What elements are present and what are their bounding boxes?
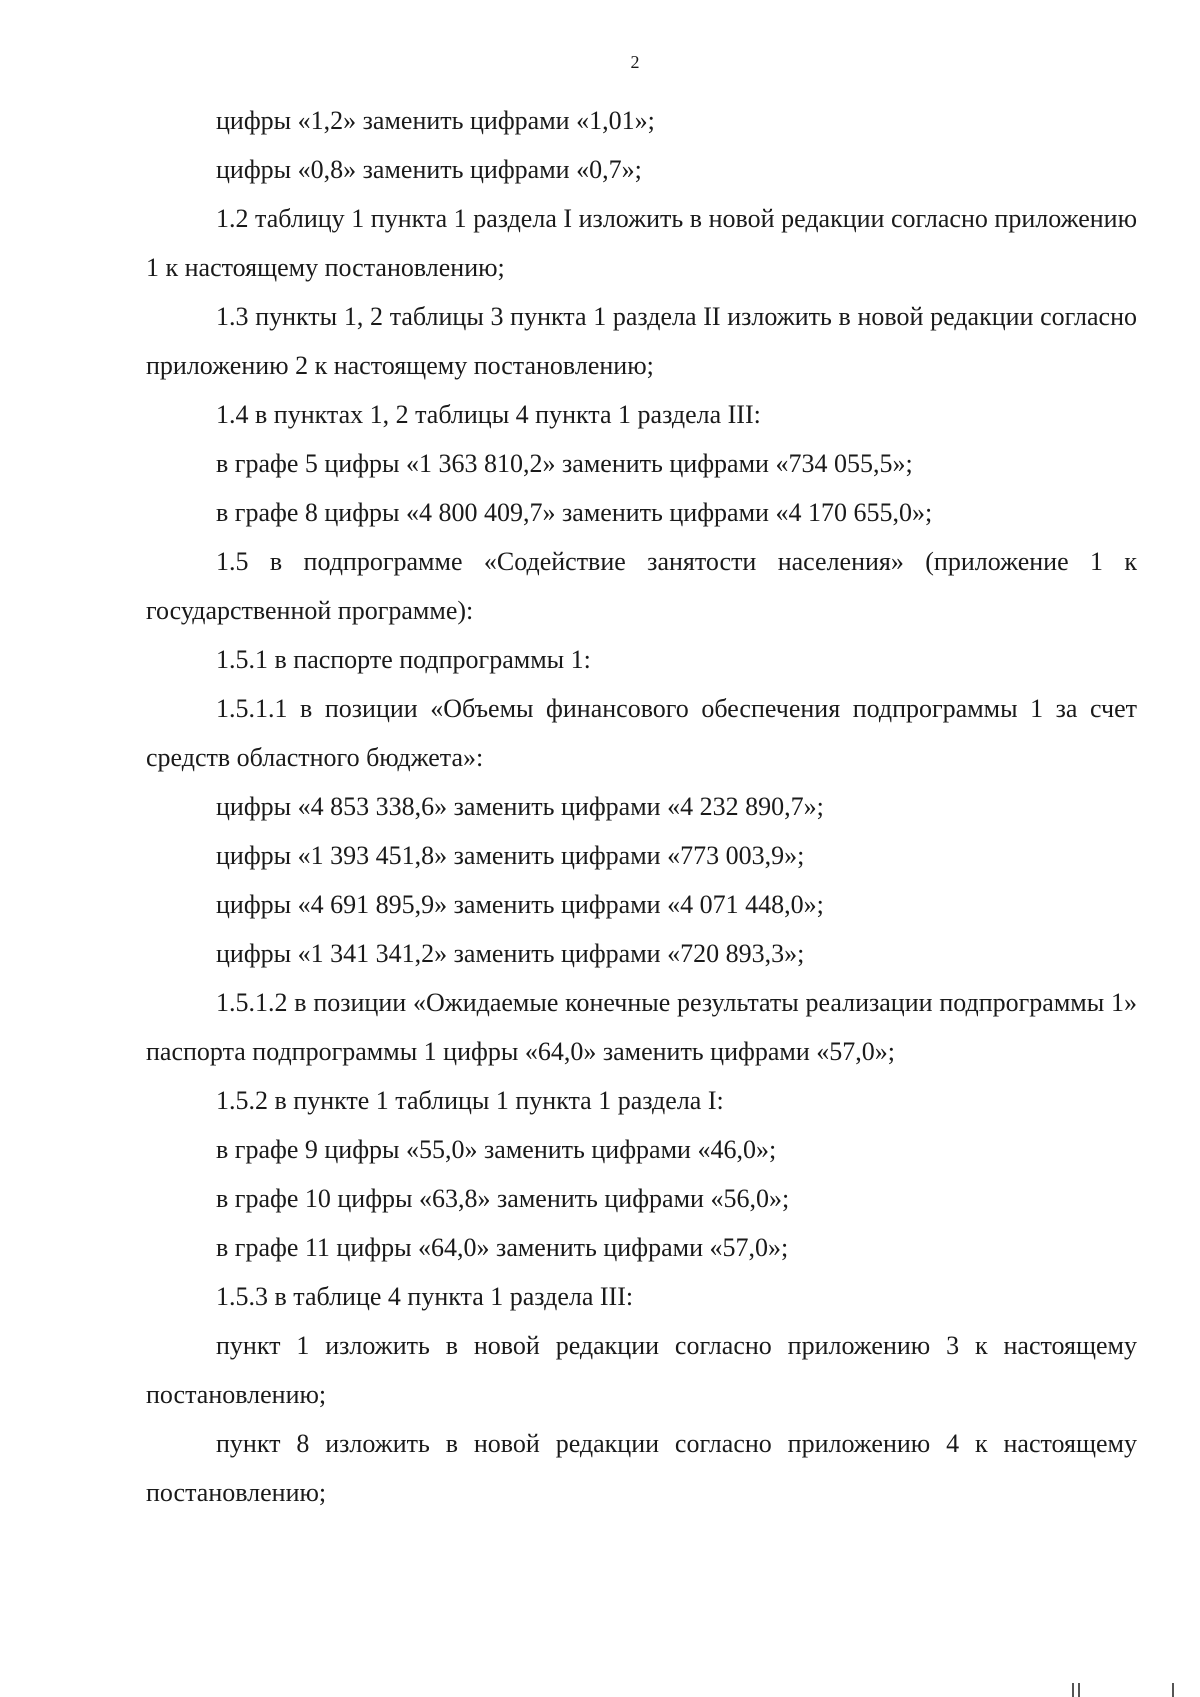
paragraph: цифры «0,8» заменить цифрами «0,7»;: [216, 155, 642, 184]
paragraph: цифры «4 853 338,6» заменить цифрами «4 232 890,7»;: [216, 792, 824, 821]
paragraph: в графе 8 цифры «4 800 409,7» заменить цифрами «4 170 655,0»;: [216, 498, 933, 527]
page-number: 2: [630, 52, 640, 72]
paragraph: цифры «4 691 895,9» заменить цифрами «4 071 448,0»;: [216, 890, 824, 919]
document-body: [146, 96, 1137, 1517]
paragraph: 1.5 в подпрограмме «Содействие занятости населения» (приложение 1 к государственной программе):: [146, 547, 1137, 625]
paragraph: цифры «1,2» заменить цифрами «1,01»;: [216, 106, 655, 135]
paragraph: в графе 10 цифры «63,8» заменить цифрами «56,0»;: [216, 1184, 790, 1213]
paragraph: 1.2 таблицу 1 пункта 1 раздела I изложить в новой редакции согласно приложению 1 к настоящему постановлению;: [146, 204, 1137, 282]
paragraph: в графе 11 цифры «64,0» заменить цифрами «57,0»;: [216, 1233, 789, 1262]
paragraph: в графе 9 цифры «55,0» заменить цифрами «46,0»;: [216, 1135, 777, 1164]
scan-artifact-mark: [1172, 1683, 1174, 1697]
paragraph: пункт 1 изложить в новой редакции согласно приложению 3 к настоящему постановлению;: [146, 1331, 1137, 1409]
paragraph: цифры «1 393 451,8» заменить цифрами «773 003,9»;: [216, 841, 805, 870]
paragraph: 1.3 пункты 1, 2 таблицы 3 пункта 1 раздела II изложить в новой редакции согласно приложению 2 к настоящему постановлению;: [146, 302, 1137, 380]
scan-artifact-mark: [1078, 1683, 1080, 1697]
scan-artifact-mark: [1072, 1683, 1074, 1697]
paragraph: пункт 8 изложить в новой редакции согласно приложению 4 к настоящему постановлению;: [146, 1429, 1137, 1507]
paragraph: 1.5.1.2 в позиции «Ожидаемые конечные результаты реализации подпрограммы 1» паспорта подпрограммы 1 цифры «64,0» заменить цифрами «57,0»;: [146, 988, 1137, 1066]
paragraph: цифры «1 341 341,2» заменить цифрами «720 893,3»;: [216, 939, 805, 968]
paragraph: 1.5.1 в паспорте подпрограммы 1:: [216, 645, 591, 674]
paragraph: 1.5.3 в таблице 4 пункта 1 раздела III:: [216, 1282, 634, 1311]
paragraph: 1.5.1.1 в позиции «Объемы финансового обеспечения подпрограммы 1 за счет средств областного бюджета»:: [146, 694, 1137, 772]
paragraph: 1.5.2 в пункте 1 таблицы 1 пункта 1 раздела I:: [216, 1086, 724, 1115]
paragraph: в графе 5 цифры «1 363 810,2» заменить цифрами «734 055,5»;: [216, 449, 913, 478]
paragraph: 1.4 в пунктах 1, 2 таблицы 4 пункта 1 раздела III:: [216, 400, 761, 429]
